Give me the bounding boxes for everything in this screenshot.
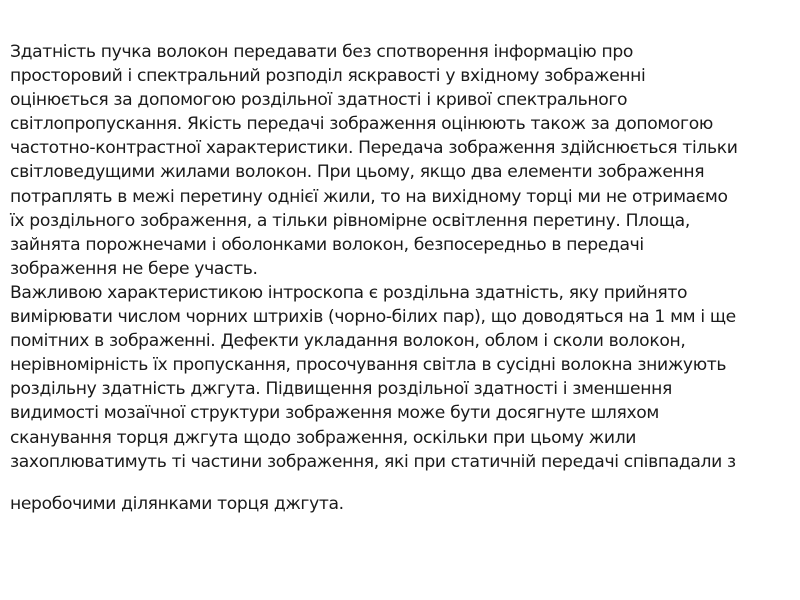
text-line: неробочими ділянками торця джгута. xyxy=(10,493,344,514)
text-line: частотно-контрастної характеристики. Передача зображення здійснюється тільки xyxy=(10,138,738,159)
text-line: помітних в зображенні. Дефекти укладання волокон, облом і сколи волокон, xyxy=(10,331,686,352)
paragraph-gap xyxy=(10,474,800,492)
text-line: Важливою характеристикою інтроскопа є роздільна здатність, яку прийнято xyxy=(10,282,688,303)
text-line: просторовий і спектральний розподіл яскравості у вхідному зображенні xyxy=(10,66,646,87)
text-line: нерівномірність їх пропускання, просочування світла в сусідні волокна знижують xyxy=(10,355,727,376)
body-text xyxy=(10,40,800,516)
text-line: потраплять в межі перетину однієї жили, то на вихідному торці ми не отримаємо xyxy=(10,186,728,207)
text-line: оцінюється за допомогою роздільної здатності і кривої спектрального xyxy=(10,90,628,111)
text-line: світловедущими жилами волокон. При цьому, якщо два елементи зображення xyxy=(10,162,705,183)
text-line: сканування торця джгута щодо зображення, оскільки при цьому жили xyxy=(10,427,637,448)
text-line: світлопропускання. Якість передачі зображення оцінюють також за допомогою xyxy=(10,114,713,135)
text-line: видимості мозаїчної структури зображення може бути досягнуте шляхом xyxy=(10,403,660,424)
text-line: зображення не бере участь. xyxy=(10,258,258,279)
text-line: роздільну здатність джгута. Підвищення роздільної здатності і зменшення xyxy=(10,379,672,400)
text-line: Здатність пучка волокон передавати без спотворення інформацію про xyxy=(10,42,633,62)
text-line: їх роздільного зображення, а тільки рівномірне освітлення перетину. Площа, xyxy=(10,210,690,231)
text-line: зайнята порожнечами і оболонками волокон, безпосередньо в передачі xyxy=(10,234,644,255)
text-line: захоплюватимуть ті частини зображення, які при статичній передачі співпадали з xyxy=(10,451,736,472)
text-line: вимірювати числом чорних штрихів (чорно-білих пар), що доводяться на 1 мм і ще xyxy=(10,307,736,328)
